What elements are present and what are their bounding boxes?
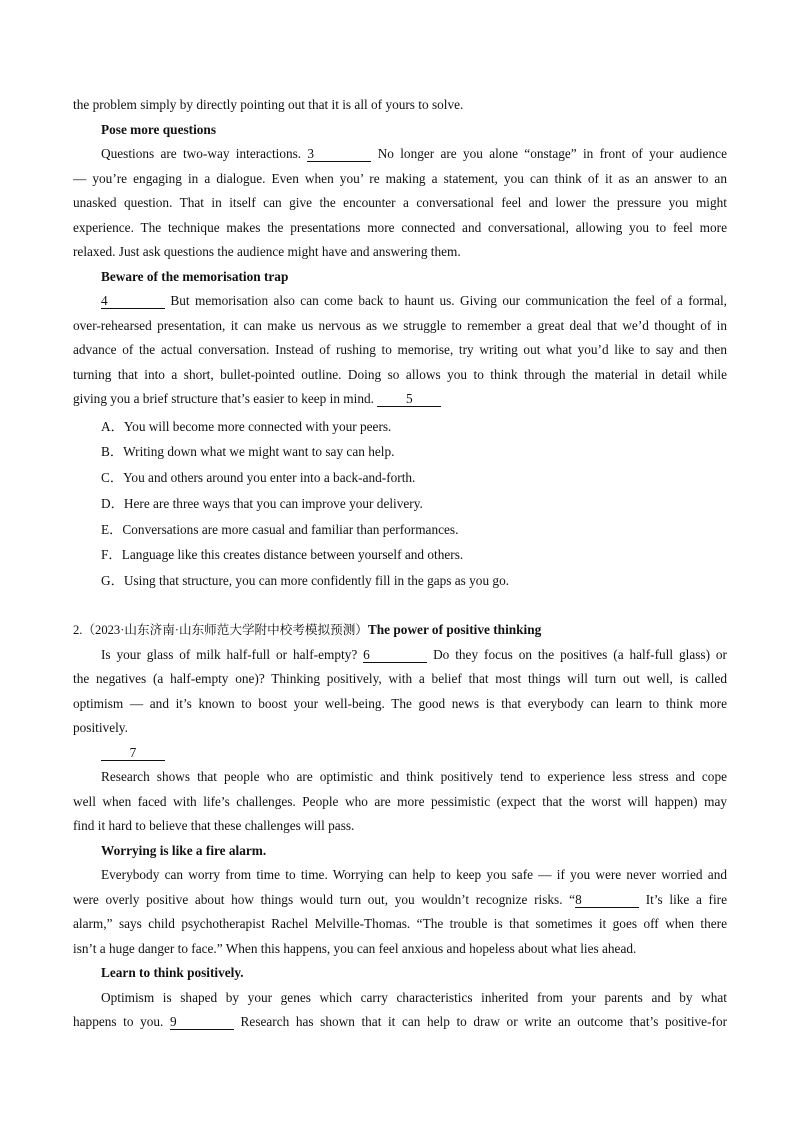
option-g: G．Using that structure, you can more confidently fill in the gaps as you go. [101, 573, 510, 589]
text-segment: Questions are two-way interactions. [101, 146, 302, 161]
question-source: 2.（2023·山东济南·山东师范大学附中校考模拟预测） [73, 623, 368, 638]
text-segment: Research has shown that it can help to draw or write an outcome that’s positive-for [240, 1014, 727, 1030]
answer-blank-3[interactable]: 3 [307, 146, 371, 162]
paragraph-line: experience. The technique makes the presentations more connected and conversational, allowing you to feel more [73, 219, 727, 235]
paragraph-line: the problem simply by directly pointing out that it is all of yours to solve. [73, 97, 464, 112]
paragraph-line [73, 142, 727, 167]
answer-blank-6[interactable]: 6 [363, 647, 427, 663]
paragraph-line [73, 289, 727, 314]
text-segment: Is your glass of milk half-full or half-empty? [101, 646, 358, 662]
section-heading-pose-questions: Pose more questions [101, 121, 216, 137]
paragraph-line: turning that into a short, bullet-pointed outline. Doing so allows you to think through the material in detail while [73, 366, 727, 382]
paragraph-line [73, 1010, 727, 1035]
option-a: A．You will become more connected with your peers. [101, 418, 392, 434]
paragraph-line [73, 387, 727, 412]
document-page [73, 93, 727, 1035]
section-heading-memorisation: Beware of the memorisation trap [101, 268, 289, 284]
text-segment: happens to you. [73, 1014, 164, 1030]
section-heading-fire-alarm: Worrying is like a fire alarm. [101, 842, 267, 858]
passage-title: The power of positive thinking [367, 622, 542, 638]
paragraph-line: optimism — and it’s known to boost your well-being. The good news is that everybody can learn to think more [73, 695, 727, 711]
option-d: D．Here are three ways that you can improve your delivery. [101, 495, 423, 511]
option-b: B．Writing down what we might want to say can help. [101, 444, 395, 460]
paragraph-line: positively. [73, 720, 128, 736]
answer-blank-7[interactable]: 7 [101, 745, 165, 761]
answer-blank-9[interactable]: 9 [170, 1014, 234, 1030]
option-c: C．You and others around you enter into a back-and-forth. [101, 470, 416, 486]
paragraph-line: alarm,” says child psychotherapist Rachel Melville-Thomas. “The trouble is that sometimes it goes off when there [73, 916, 727, 932]
paragraph-line: — you’re engaging in a dialogue. Even when you’ re making a statement, you can think of it as an answer to an [73, 170, 727, 186]
text-segment: giving you a brief structure that’s easier to keep in mind. [73, 391, 374, 406]
paragraph-line: Research shows that people who are optimistic and think positively tend to experience less stress and cope [101, 769, 727, 785]
answer-blank-8[interactable]: 8 [575, 892, 639, 908]
paragraph-line: advance of the actual conversation. Instead of rushing to memorise, try writing out what you’d like to say and then [73, 342, 727, 357]
paragraph-line: Optimism is shaped by your genes which carry characteristics inherited from your parents and by what [101, 989, 727, 1005]
paragraph-line [73, 888, 727, 913]
option-f: F．Language like this creates distance between yourself and others. [101, 547, 464, 563]
option-e: E．Conversations are more casual and familiar than performances. [101, 521, 459, 537]
text-segment: It’s like a fire [645, 891, 727, 907]
question-2-header [73, 618, 727, 643]
text-segment: No longer are you alone “onstage” in front of your audience [377, 146, 727, 161]
paragraph-line [73, 643, 727, 668]
paragraph-line: Everybody can worry from time to time. Worrying can help to keep you safe — if you were never worried and [101, 867, 727, 883]
paragraph-line: isn’t a huge danger to face.” When this happens, you can feel anxious and hopeless about what lies ahead. [73, 940, 637, 956]
paragraph-line [73, 741, 727, 766]
section-heading-think-positively: Learn to think positively. [101, 965, 244, 981]
paragraph-line: well when faced with life’s challenges. People who are more pessimistic (expect that the worst will happen) may [73, 793, 727, 809]
text-segment: Do they focus on the positives (a half-full glass) or [433, 646, 727, 662]
answer-blank-4[interactable]: 4 [101, 293, 165, 309]
paragraph-line: over-rehearsed presentation, it can make us nervous as we struggle to remember a great deal that we’d thought of in [73, 317, 727, 333]
answer-blank-5[interactable]: 5 [377, 391, 441, 407]
paragraph-line: the negatives (a half-empty one)? Thinking positively, with a belief that most things will turn out well, is called [73, 671, 727, 687]
paragraph-line: unasked question. That in itself can give the encounter a conversational feel and lower the pressure you might [73, 195, 727, 210]
paragraph-line: relaxed. Just ask questions the audience might have and answering them. [73, 244, 461, 259]
text-segment: were overly positive about how things would turn out, you wouldn’t recognize risks. “ [73, 891, 576, 907]
paragraph-line: find it hard to believe that these challenges will pass. [73, 818, 355, 834]
text-segment: But memorisation also can come back to haunt us. Giving our communication the feel of a formal, [170, 293, 727, 308]
